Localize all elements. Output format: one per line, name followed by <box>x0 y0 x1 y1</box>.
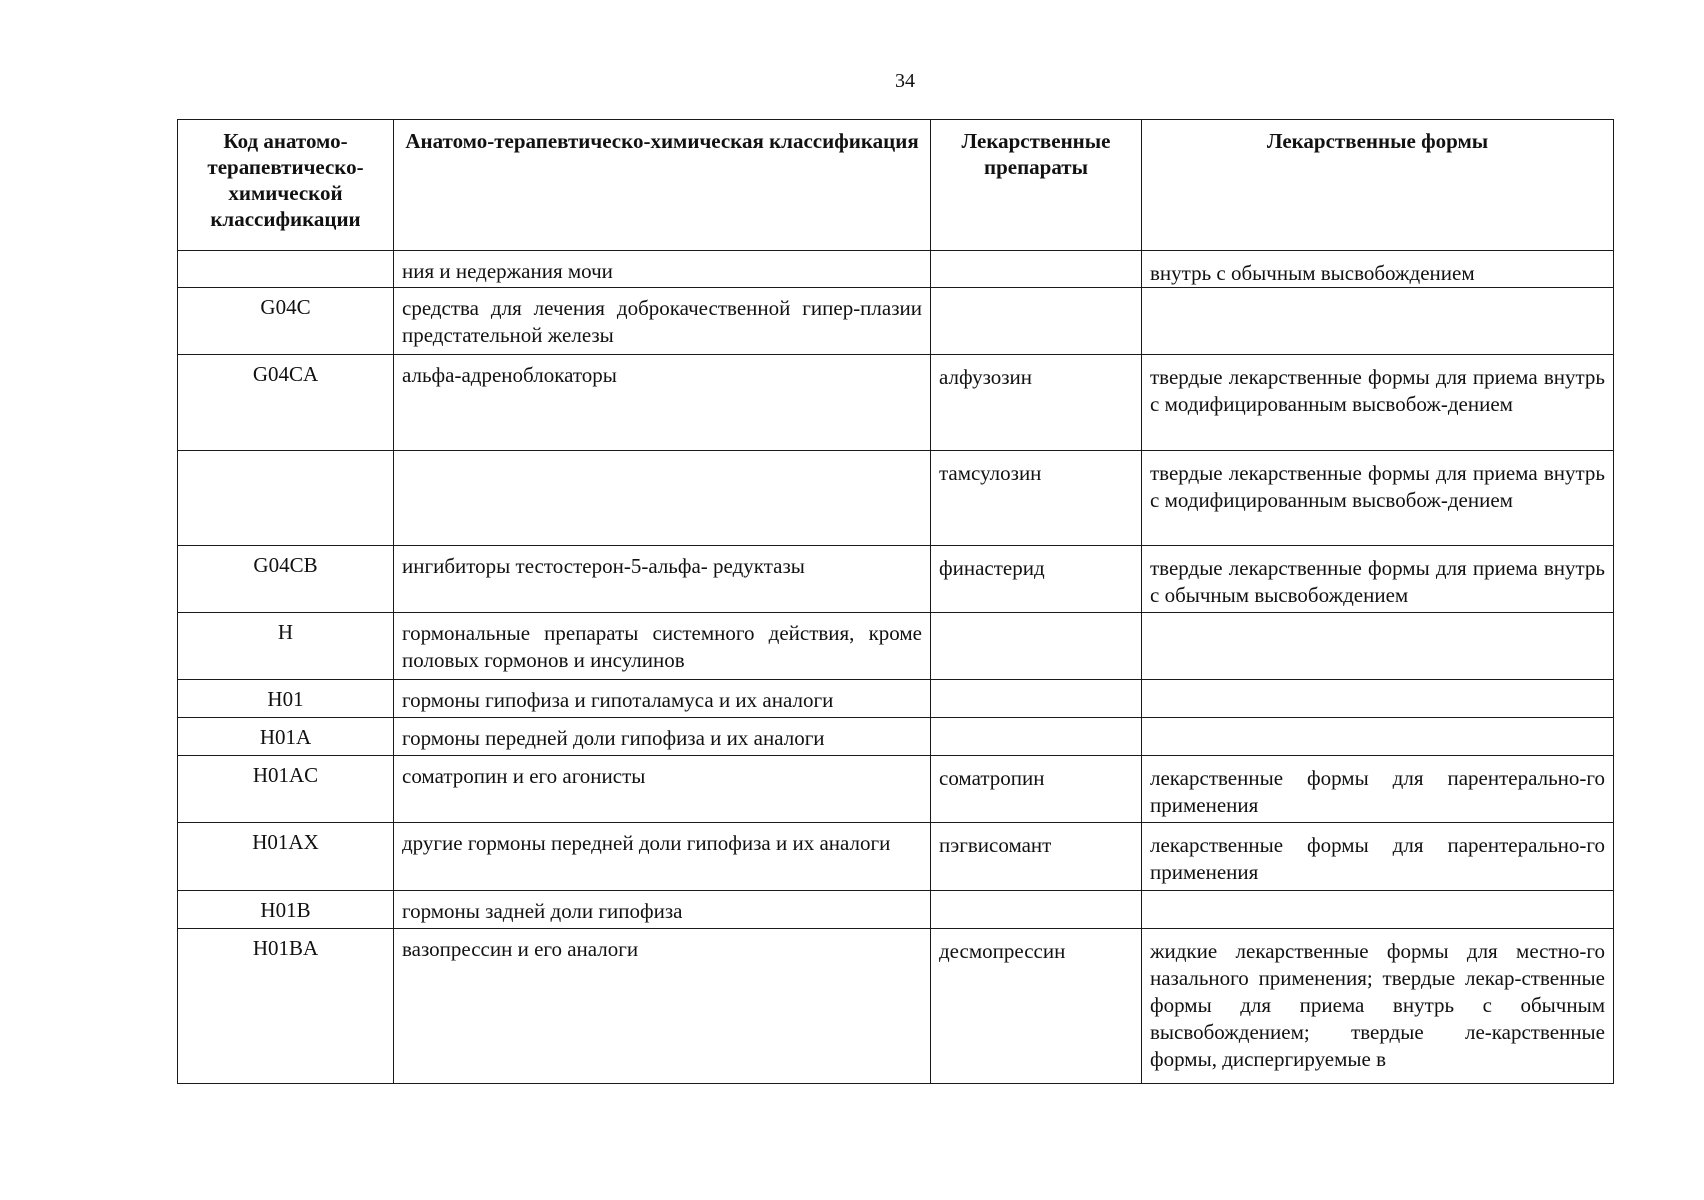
classification-cell: альфа-адреноблокаторы <box>394 355 931 451</box>
drug-cell: пэгвисомант <box>931 823 1142 891</box>
atc-code-cell <box>178 451 394 546</box>
classification-cell: соматропин и его агонисты <box>394 756 931 823</box>
dosage-form-cell: твердые лекарственные формы для приема внутрь с обычным высвобождением <box>1142 546 1614 613</box>
table-row <box>178 251 1614 288</box>
page-number: 34 <box>895 70 915 92</box>
atc-code-cell: H01A <box>178 718 394 756</box>
table-row <box>178 756 1614 823</box>
classification-cell: гормоны гипофиза и гипоталамуса и их аналоги <box>394 680 931 718</box>
dosage-form-cell: твердые лекарственные формы для приема внутрь с модифицированным высвобож-дением <box>1142 451 1614 546</box>
drug-cell <box>931 288 1142 355</box>
drug-cell <box>931 680 1142 718</box>
classification-cell: ния и недержания мочи <box>394 251 931 288</box>
atc-code-cell: H01AC <box>178 756 394 823</box>
dosage-form-cell <box>1142 680 1614 718</box>
table-header-row <box>178 120 1614 251</box>
atc-code-cell: H01BA <box>178 929 394 1084</box>
classification-cell: гормоны передней доли гипофиза и их аналоги <box>394 718 931 756</box>
table-row <box>178 718 1614 756</box>
atc-code-cell: H01 <box>178 680 394 718</box>
header-dosage-forms: Лекарственные формы <box>1142 120 1614 251</box>
drug-cell: тамсулозин <box>931 451 1142 546</box>
dosage-form-cell <box>1142 613 1614 680</box>
drug-cell <box>931 891 1142 929</box>
atc-classification-table <box>177 119 1614 1084</box>
drug-cell: десмопрессин <box>931 929 1142 1084</box>
atc-code-cell: H01AX <box>178 823 394 891</box>
header-atc-classification: Анатомо-терапевтическо-химическая классификация <box>394 120 931 251</box>
dosage-form-cell: лекарственные формы для парентерально-го применения <box>1142 756 1614 823</box>
dosage-form-cell <box>1142 288 1614 355</box>
drug-cell: соматропин <box>931 756 1142 823</box>
table-row <box>178 929 1614 1084</box>
atc-code-cell: H <box>178 613 394 680</box>
classification-cell: гормоны задней доли гипофиза <box>394 891 931 929</box>
dosage-form-cell <box>1142 718 1614 756</box>
dosage-form-cell: лекарственные формы для парентерально-го применения <box>1142 823 1614 891</box>
header-drugs: Лекарственные препараты <box>931 120 1142 251</box>
classification-cell <box>394 451 931 546</box>
table-row <box>178 288 1614 355</box>
table-row <box>178 546 1614 613</box>
drug-cell <box>931 251 1142 288</box>
atc-code-cell <box>178 251 394 288</box>
table-row <box>178 355 1614 451</box>
table-row <box>178 680 1614 718</box>
drug-cell: финастерид <box>931 546 1142 613</box>
classification-cell: ингибиторы тестостерон-5-альфа- редуктазы <box>394 546 931 613</box>
drug-cell <box>931 613 1142 680</box>
dosage-form-cell: жидкие лекарственные формы для местно-го назального применения; твердые лекар-ственные формы для приема внутрь с обычным высвобождением; твердые ле-карственные формы, диспергируемые в <box>1142 929 1614 1084</box>
atc-code-cell: H01B <box>178 891 394 929</box>
classification-cell: средства для лечения доброкачественной гипер-плазии предстательной железы <box>394 288 931 355</box>
atc-code-cell: G04CB <box>178 546 394 613</box>
table-row <box>178 891 1614 929</box>
classification-cell: вазопрессин и его аналоги <box>394 929 931 1084</box>
table-row <box>178 823 1614 891</box>
table-row <box>178 451 1614 546</box>
drug-cell <box>931 718 1142 756</box>
dosage-form-cell <box>1142 891 1614 929</box>
atc-code-cell: G04C <box>178 288 394 355</box>
classification-cell: гормональные препараты системного действия, кроме половых гормонов и инсулинов <box>394 613 931 680</box>
dosage-form-cell: твердые лекарственные формы для приема внутрь с модифицированным высвобож-дением <box>1142 355 1614 451</box>
atc-code-cell: G04CA <box>178 355 394 451</box>
header-atc-code: Код анатомо-терапевтическо-химической классификации <box>178 120 394 251</box>
classification-cell: другие гормоны передней доли гипофиза и их аналоги <box>394 823 931 891</box>
dosage-form-cell: внутрь с обычным высвобождением <box>1142 251 1614 288</box>
table-row <box>178 613 1614 680</box>
drug-cell: алфузозин <box>931 355 1142 451</box>
